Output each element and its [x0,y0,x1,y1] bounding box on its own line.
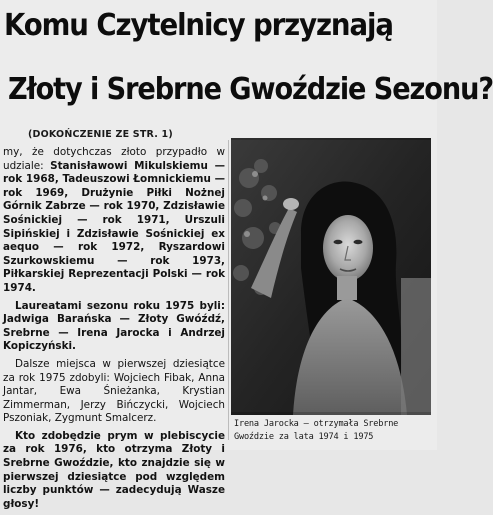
paragraph-call-to-vote: Kto zdobędzie prym w plebiscycie za rok 1976, kto otrzyma Złoty i Srebrne Gwoździe, kto znajdzie się w pierwszej dziesiątce pod względem liczby punktów — zadecydują Wasze głosy! [3,429,225,510]
photo-caption: Irena Jarocka — otrzymała Srebrne Gwoździe za lata 1974 i 1975 [234,419,399,442]
paragraph-top-ten-1975: Dalsze miejsca w pierwszej dziesiątce za rok 1975 zdobyli: Wojciech Fibak, Anna Jantar, Ewa Śnieżanka, Krystian Zimmerman, Jerzy Bińczycki, Wojciech Pszoniak, Zygmunt Smalcerz. [3,357,225,425]
intro-text: my, że dotychczas złoto przypadło w udziale: [3,146,225,172]
continued-from-page-note: (DOKOŃCZENIE ZE STR. 1) [28,129,173,140]
portrait-photo [231,138,431,415]
column-divider [228,140,229,440]
winners-list: Stanisławowi Mikulskiemu — rok 1968, Tadeuszowi Łomnickiemu — rok 1969, Drużynie Piłki Nożnej Górnik Zabrze — rok 1970, Zdzisławie Sośnickiej — rok 1971, Urszuli Sipińskiej i Zdzisławie Sośnickiej ex aequo — rok 1972, Ryszardowi Szurkowskiemu — rok 1973, Piłkarskiej Reprezentacji Polski — rok 1974. [3,159,225,294]
paragraph-laureates-1975: Laureatami sezonu roku 1975 byli: Jadwiga Barańska — Złoty Gwóźdź, Srebrne — Irena Jarocka i Andrzej Kopiczyński. [3,299,225,353]
paragraph-intro [3,146,225,296]
headline-line-1: Komu Czytelnicy przyznają [4,8,393,43]
article-text-column [3,146,225,515]
headline-line-2: Złoty i Srebrne Gwoździe Sezonu? [8,72,493,107]
